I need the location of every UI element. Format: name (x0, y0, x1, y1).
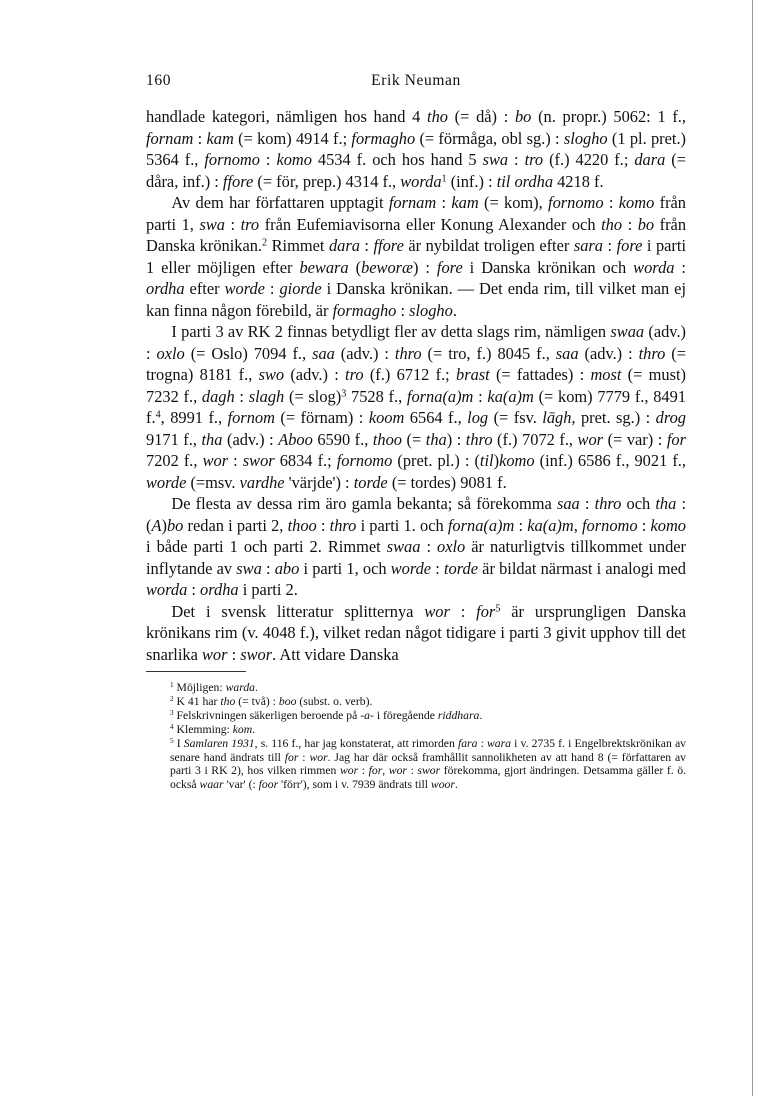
footnote: $^2$ K 41 har tho (= två) : boo (subst. o. verb). (170, 694, 373, 708)
paragraph: I parti 3 av RK 2 finnas betydligt fler av detta slags rim, nämligen swaa (adv.) : oxlo (= Oslo) 7094 f., saa (adv.) : thro (= tro, f.) 8045 f., saa (adv.) : thro (= trogna) 8181 f., swo (adv.) : tro (f.) 6712 f.; brast (= fattades) : most (= must) 7232 f., dagh : slagh (= slog)$^3$ 7528 f., forna(a)m : ka(a)m (= kom) 7779 f., 8491 f.$^4$, 8991 f., fornom (= förnam) : koom 6564 f., log (= fsv. lāgh, pret. sg.) : drog 9171 f., tha (adv.) : Aboo 6590 f., thoo (= tha) : thro (f.) 7072 f., wor (= var) : for 7202 f., wor : swor 6834 f.; fornomo (pret. pl.) : (til)komo (inf.) 6586 f., 9021 f., worde (=msv. vardhe 'värjde') : torde (= tordes) 9081 f. (146, 322, 687, 492)
footnotes (146, 681, 686, 792)
footnote-separator (146, 671, 246, 672)
running-header (146, 72, 686, 94)
running-title: Erik Neuman (371, 72, 461, 89)
page-edge-line (752, 0, 753, 1096)
footnote: $^1$ Möjligen: warda. (170, 681, 258, 694)
body-text (146, 106, 686, 665)
book-page (146, 72, 686, 792)
paragraph: handlade kategori, nämligen hos hand 4 tho (= då) : bo (n. propr.) 5062: 1 f., fornam : kam (= kom) 4914 f.; formagho (= förmåga, obl sg.) : slogho (1 pl. pret.) 5364 f., fornomo : komo 4534 f. och hos hand 5 swa : tro (f.) 4220 f.; dara (= dåra, inf.) : ffore (= för, prep.) 4314 f., worda$^1$ (inf.) : til ordha 4218 f. (146, 107, 686, 191)
page-number: 160 (146, 72, 172, 89)
paragraph: Av dem har författaren upptagit fornam : kam (= kom), fornomo : komo från parti 1, swa : tro från Eufemiavisorna eller Konung Alexander och tho : bo från Danska krönikan.$^2$ Rimmet dara : ffore är nybildat troligen efter sara : fore i parti 1 eller möjligen efter bewara (beworæ) : fore i Danska krönikan och worda : ordha efter worde : giorde i Danska krönikan. — Det enda rim, till vilket man ej kan finna någon förebild, är formagho : slogho. (146, 193, 687, 320)
footnote: $^3$ Felskrivningen säkerligen beroende på -a- i föregående riddhara. (170, 708, 483, 722)
paragraph: De flesta av dessa rim äro gamla bekanta; så förekomma saa : thro och tha : (A)bo redan i parti 2, thoo : thro i parti 1. och forna(a)m : ka(a)m, fornomo : komo i både parti 1 och parti 2. Rimmet swaa : oxlo är naturligtvis tillkommet under inflytande av swa : abo i parti 1, och worde : torde är bildat närmast i analogi med worda : ordha i parti 2. (146, 494, 687, 599)
footnote: $^5$ I Samlaren 1931, s. 116 f., har jag konstaterat, att rimorden fara : wara i v. 2735 f. i Engelbrektskrönikan av senare hand ändrats till for : wor. Jag har där också framhållit sannolikheten av att hand 8 (= författaren av parti 3 i RK 2), hos vilken rimmen wor : for, wor : swor förekomma, gjort ändringen. Detsamma gäller f. ö. också waar 'var' (: foor 'förr'), som i v. 7939 ändrats till woor. (170, 736, 687, 792)
footnote: $^4$ Klemming: kom. (170, 722, 256, 736)
paragraph: Det i svensk litteratur splitternya wor : for$^5$ är ursprungligen Danska krönikans rim (v. 4048 f.), vilket redan något tidigare i parti 3 givit upphov till det snarlika wor : swor. Att vidare Danska (146, 601, 686, 664)
